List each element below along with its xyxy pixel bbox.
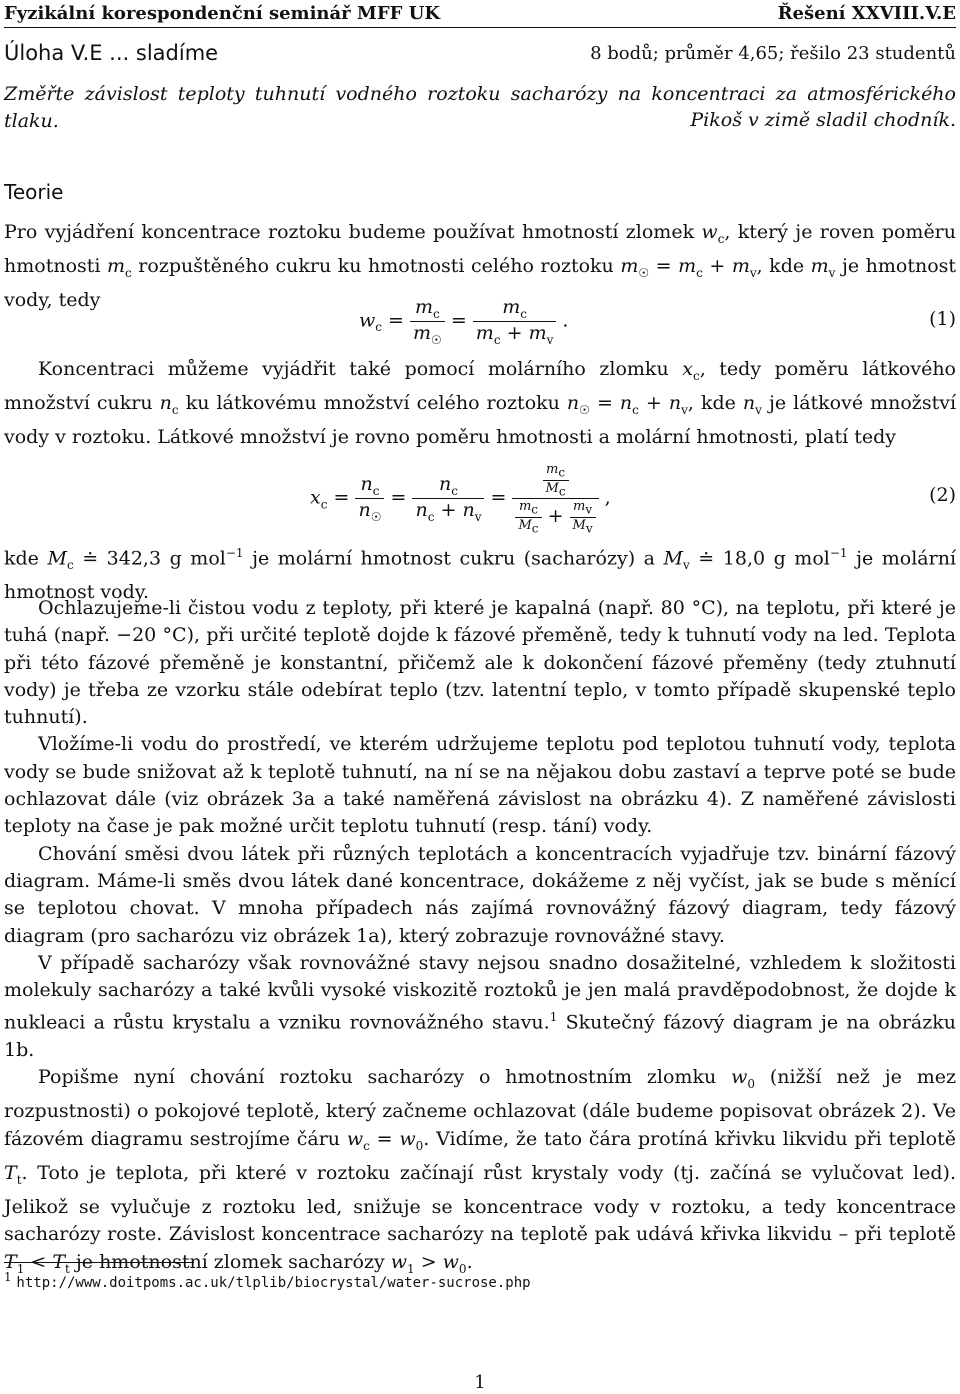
page-number: 1 [474,1372,486,1393]
task-title: Úloha V.E ... sladíme [4,41,219,65]
paragraph-phase-change: Ochlazujeme-li čistou vodu z teploty, při které je kapalná (např. 80 °C), na teplotu, při které je tuhá (např. −20 °C), při určité teplotě dojde k fázové přeměně, tedy k tuhnutí vody na led. Teplota při této fázové přeměně je konstantní, přičemž ale k dokončení fázové přeměny (tedy ztuhnutí vody) je třeba ze vzorku stále odebírat teplo (tzv. latentní teplo, v tomto případě skupenské teplo tuhnutí). [4,597,956,729]
equation-2-number: (2) [929,484,956,506]
paragraph-mass-fraction: Pro vyjádření koncentrace roztoku budeme používat hmotností zlomek $w_c$, který je roven poměru hmotnosti $m_c$ rozpuštěného cukru ku hmotnosti celého roztoku $m_☉ = m_c + m_v$, kde $m_v$ je hmotnost vody, tedy [4,221,957,312]
task-author-note: Pikoš v zimě sladil chodník. [690,109,956,131]
task-assignment: Změřte závislost teploty tuhnutí vodného roztoku sacharózy na koncentraci za atmosférického tlaku. [4,83,956,132]
task-heading [4,41,956,67]
task-score-info: 8 bodů; průměr 4,65; řešilo 23 studentů [590,43,956,64]
footnote: $^1$ http://www.doitpoms.ac.uk/tlplib/biocrystal/water-sucrose.php [4,1270,531,1291]
header-right: Řešení XXVIII.V.E [777,3,956,24]
equation-2: $x_c$ = $\frac{n_c}{n_☉}$ = $\frac{n_c}{n_c + n_v}$ = $\frac{m_c}{M_c}$ $\frac{m_c}{M_c}$ + $\frac{m_v}{M_v}$ , (2) [310,462,956,536]
paragraph-sucrose: V případě sacharózy však rovnovážné stavy nejsou snadno dosažitelné, vzhledem k složitosti molekuly sacharózy a také kvůli vysoké viskozitě roztoků je jen malá pravděpodobnost, že dojde k nukleaci a růstu krystalu a vzniku rovnovážného stavu.$^1$ Skutečný fázový diagram je na obrázku 1b. [4,951,956,1062]
paragraph-block-main [4,595,956,1283]
paragraph-molar-masses: kde $M_c$ ≐ 342,3 g mol$^{-1}$ je molární hmotnost cukru (sacharózy) a $M_v$ ≐ 18,0 g mol$^{-1}$ je molární hmotnost vody. [4,546,957,604]
footnote-mark: 1 [549,1010,558,1025]
footnote-link[interactable]: http://www.doitpoms.ac.uk/tlplib/biocrystal/water-sucrose.php [16,1275,531,1291]
running-header [4,3,956,25]
section-title: Teorie [4,180,64,204]
paragraph-phase-diagram: Chování směsi dvou látek při různých teplotách a koncentracích vyjadřuje tzv. binární fázový diagram. Máme-li směs dvou látek dané koncentrace, dokážeme z něj vyčíst, jak se bude s měnící se teplotou chovat. V mnoha případech nás zajímá rovnovážný fázový diagram, tedy fázový diagram (pro sacharózu viz obrázek 1a), který zobrazuje rovnovážné stavy. [4,842,956,947]
paragraph-liquidus: Popišme nyní chování roztoku sacharózy o hmotnostním zlomku $w_0$ (nižší než je mez rozpustnosti) o pokojové teplotě, který začneme ochlazovat (dále budeme popisovat obrázek 2). Ve fázovém diagramu sestrojíme čáru $w_c = w_0$. Vidíme, že tato čára protíná křivku likvidu při teplotě $T_t$. Toto je teplota, při které v roztoku začínají růst krystaly vody (tj. začíná se vylučovat led). Jelikož se vylučuje z roztoku led, snižuje se koncentrace vody v roztoku, a tedy koncentrace sacharózy roste. Závislost koncentrace sacharózy na teplotě pak udává křivka likvidu – při teplotě $T_1 < T_t$ je hmotnostní zlomek sacharózy $w_1 > w_0$. [4,1066,956,1276]
equation-1: $w_c$ = $\frac{m_c}{m_☉}$ = $\frac{m_c}{m_c + m_v}$ . (1) [359,296,956,347]
paragraph-cooling: Vložíme-li vodu do prostředí, ve kterém udržujeme teplotu pod teplotou tuhnutí vody, teplota vody se bude snižovat až k teplotě tuhnutí, na ní se na nějakou dobu zastaví a teprve poté se bude ochlazovat dále (viz obrázek 3a a také naměřená závislost na obrázku 4). Z naměřené závislosti teploty na čase je pak možné určit teplotu tuhnutí (resp. tání) vody. [4,733,956,838]
footnote-rule [4,1262,194,1263]
page [4,0,956,1394]
header-rule [4,27,956,28]
paragraph-mole-fraction: Koncentraci můžeme vyjádřit také pomocí molárního zlomku $x_c$, tedy poměru látkového množství cukru $n_c$ ku látkovému množství celého roztoku $n_☉ = n_c + n_v$, kde $n_v$ je látkové množství vody v roztoku. Látkové množství je rovno poměru hmotnosti a molární hmotnosti, platí tedy [4,358,957,449]
header-left: Fyzikální korespondenční seminář MFF UK [4,3,441,24]
equation-1-number: (1) [929,308,956,330]
